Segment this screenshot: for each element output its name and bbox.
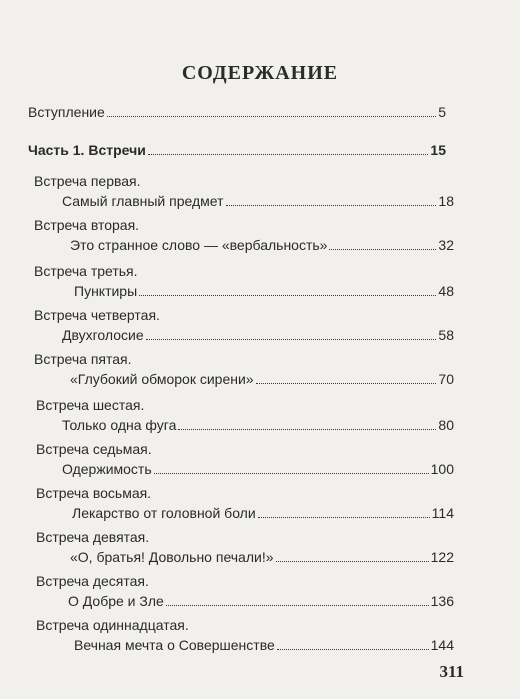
toc-entry-heading: Встреча восьмая.	[36, 485, 152, 501]
leader-dots	[276, 560, 429, 562]
toc-entry-page: 58	[438, 327, 454, 343]
toc-entry-title: «О, братья! Довольно печали!»	[70, 549, 274, 565]
leader-dots	[146, 338, 437, 340]
toc-entry-title: Самый главный предмет	[62, 193, 224, 209]
toc-entry-heading: Встреча девятая.	[36, 529, 150, 545]
toc-entry-heading: Встреча седьмая.	[36, 441, 152, 457]
page-title: СОДЕРЖАНИЕ	[181, 62, 339, 84]
toc-intro-page: 5	[438, 104, 446, 120]
toc-entry-title: «Глубокий обморок сирени»	[70, 371, 254, 387]
leader-dots	[329, 248, 436, 250]
toc-entry-line	[62, 192, 454, 210]
toc-entry-line	[74, 282, 454, 300]
toc-part1-label: Часть 1. Встречи	[28, 142, 146, 158]
toc-entry-page: 122	[430, 549, 454, 565]
toc-intro-label: Вступление	[28, 104, 105, 120]
leader-dots	[277, 648, 429, 650]
toc-entry-line	[62, 326, 454, 344]
toc-entry-line	[62, 460, 454, 478]
page-number: 311	[439, 662, 464, 681]
toc-entry-line	[68, 592, 454, 610]
leader-dots	[154, 472, 429, 474]
toc-entry-line	[62, 416, 454, 434]
leader-dots	[178, 428, 436, 430]
toc-entry-heading: Встреча третья.	[34, 263, 138, 279]
toc-entry-page: 144	[430, 637, 454, 653]
toc-entry-heading: Встреча вторая.	[34, 217, 140, 233]
toc-entry-heading: Встреча первая.	[34, 173, 141, 189]
leader-dots	[148, 153, 429, 155]
toc-intro	[28, 103, 446, 121]
leader-dots	[166, 604, 429, 606]
toc-entry-page: 32	[438, 237, 454, 253]
toc-entry-title: Это странное слово — «вербальность»	[70, 237, 328, 253]
toc-part1-page: 15	[430, 142, 446, 158]
toc-entry-page: 80	[438, 417, 454, 433]
toc-entry-page: 18	[438, 193, 454, 209]
toc-entry-title: Вечная мечта о Совершенстве	[74, 637, 275, 653]
leader-dots	[226, 204, 437, 206]
toc-entry-title: Только одна фуга	[62, 417, 177, 433]
leader-dots	[258, 516, 430, 518]
toc-entry-line	[70, 370, 454, 388]
toc-entry-heading: Встреча шестая.	[36, 397, 145, 413]
toc-entry-title: О Добре и Зле	[68, 593, 164, 609]
toc-entry-title: Двухголосие	[62, 327, 144, 343]
toc-entry-page: 114	[431, 505, 454, 521]
leader-dots	[139, 294, 436, 296]
toc-entry-page: 70	[438, 371, 454, 387]
toc-entry-heading: Встреча четвертая.	[34, 307, 160, 323]
toc-entry-page: 100	[430, 461, 454, 477]
toc-entry-line	[70, 236, 454, 254]
toc-entry-title: Лекарство от головной боли	[72, 505, 256, 521]
leader-dots	[256, 382, 437, 384]
toc-entry-line	[72, 504, 454, 522]
toc-entry-title: Одержимость	[62, 461, 152, 477]
toc-entry-line	[70, 548, 454, 566]
toc-entry-heading: Встреча одиннадцатая.	[36, 617, 189, 633]
toc-entry-heading: Встреча десятая.	[36, 573, 149, 589]
toc-entry-page: 48	[438, 283, 454, 299]
toc-entry-line	[74, 636, 454, 654]
leader-dots	[107, 115, 436, 117]
toc-entry-page: 136	[430, 593, 454, 609]
toc-entry-heading: Встреча пятая.	[34, 351, 132, 367]
toc-part1	[28, 141, 446, 159]
toc-entry-title: Пунктиры	[74, 283, 138, 299]
